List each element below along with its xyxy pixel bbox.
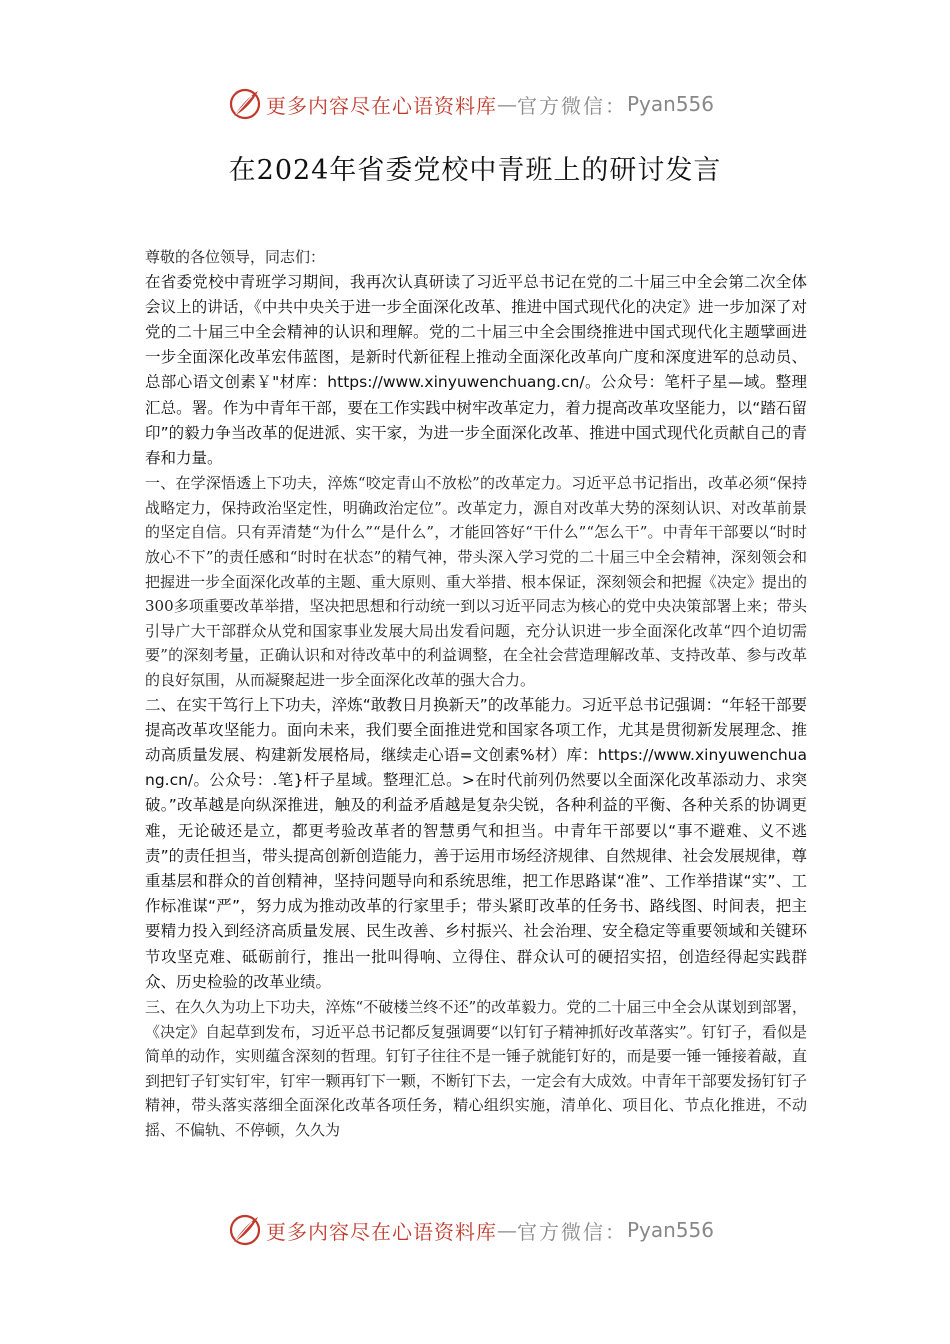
banner-wechat-label: 官方微信： — [517, 93, 627, 118]
header-banner — [228, 84, 728, 124]
paragraph-section-3: 三、在久久为功上下功夫，淬炼“不破楼兰终不还”的改革毅力。党的二十届三中全会从谋划到部署，《决定》自起草到发布，习近平总书记都反复强调要“以钉钉子精神抓好改革落实”。钉钉子，看似是简单的动作，实则蕴含深刻的哲理。钉钉子往往不是一锤子就能钉好的，而是要一锤一锤接着敲，直到把钉子钉实钉牢，钉牢一颗再钉下一颗，不断钉下去，一定会有大成效。中青年干部要发扬钉钉子精神，带头落实落细全面深化改革各项任务，精心组织实施，清单化、项目化、节点化推进，不动摇、不偏轨、不停顿，久久为 — [145, 998, 807, 1139]
banner-wechat-id: Pyan556 — [627, 1218, 715, 1242]
banner-separator: — — [497, 1218, 517, 1242]
document-title: 在2024年省委党校中青班上的研讨发言 — [228, 155, 722, 186]
paragraph-intro: 在省委党校中青班学习期间，我再次认真研读了习近平总书记在党的二十届三中全会第二次全体会议上的讲话，《中共中央关于进一步全面深化改革、推进中国式现代化的决定》进一步加深了对党的二十届三中全会精神的认识和理解。党的二十届三中全会围绕推进中国式现代化主题擘画进一步全面深化改革宏伟蓝图，是新时代新征程上推动全面深化改革向广度和深度进军的总动员、总部心语文创素￥"材库：https://www.xinyuwenchuang.cn/。公众号：笔杆子星—域。整理汇总。署。作为中青年干部，要在工作实践中树牢改革定力，着力提高改革攻坚能力，以“踏石留印”的毅力争当改革的促进派、实干家，为进一步全面深化改革、推进中国式现代化贡献自己的青春和力量。 — [145, 272, 807, 468]
footer-banner — [228, 1210, 728, 1250]
banner-main-text: 更多内容尽在心语资料库 — [266, 93, 497, 118]
banner-wechat-label: 官方微信： — [517, 1219, 627, 1244]
banner-wechat-id: Pyan556 — [627, 92, 715, 116]
banner-main-text: 更多内容尽在心语资料库 — [266, 1219, 497, 1244]
quill-logo-icon — [228, 87, 262, 121]
paragraph-section-1: 一、在学深悟透上下功夫，淬炼“咬定青山不放松”的改革定力。习近平总书记指出，改革必须“保持战略定力，保持政治坚定性，明确政治定位”。改革定力，源自对改革大势的深刻认识、对改革前景的坚定自信。只有弄清楚“为什么”“是什么”，才能回答好“干什么”“怎么干”。中青年干部要以“时时放心不下”的责任感和“时时在状态”的精气神，带头深入学习党的二十届三中全会精神，深刻领会和把握进一步全面深化改革的主题、重大原则、重大举措、根本保证，深刻领会和把握《决定》提出的300多项重要改革举措，坚决把思想和行动统一到以习近平同志为核心的党中央决策部署上来；带头引导广大干部群众从党和国家事业发展大局出发看问题，充分认识进一步全面深化改革“四个迫切需要”的深刻考量，正确认识和对待改革中的利益调整，在全社会营造理解改革、支持改革、参与改革的良好氛围，从而凝聚起进一步全面深化改革的强大合力。 — [145, 474, 807, 689]
banner-separator: — — [497, 92, 517, 116]
paragraph-section-2: 二、在实干笃行上下功夫，淬炼“敢教日月换新天”的改革能力。习近平总书记强调：“年轻干部要提高改革攻坚能力。面向未来，我们要全面推进党和国家各项工作，尤其是贯彻新发展理念、推动高质量发展、构建新发展格局，继续走心语=文创素%材）库：https://www.xinyuwenchuang.cn/。公众号：.笔}杆子星域。整理汇总。>在时代前列仍然要以全面深化改革添动力、求突破。”改革越是向纵深推进，触及的利益矛盾越是复杂尖锐，各种利益的平衡、各种关系的协调更难，无论破还是立，都更考验改革者的智慧勇气和担当。中青年干部要以“事不避难、义不逃责”的责任担当，带头提高创新创造能力，善于运用市场经济规律、自然规律、社会发展规律，尊重基层和群众的首创精神，坚持问题导向和系统思维，把工作思路谋“准”、工作举措谋“实”、工作标准谋“严”，努力成为推动改革的行家里手；带头紧盯改革的任务书、路线图、时间表，把主要精力投入到经济高质量发展、民生改善、乡村振兴、社会治理、安全稳定等重要领域和关键环节攻坚克难、砥砺前行，推出一批叫得响、立得住、群众认可的硬招实招，创造经得起实践群众、历史检验的改革业绩。 — [145, 695, 807, 991]
document-body — [145, 245, 807, 1143]
quill-logo-icon — [228, 1213, 262, 1247]
salutation: 尊敬的各位领导，同志们： — [145, 248, 326, 266]
